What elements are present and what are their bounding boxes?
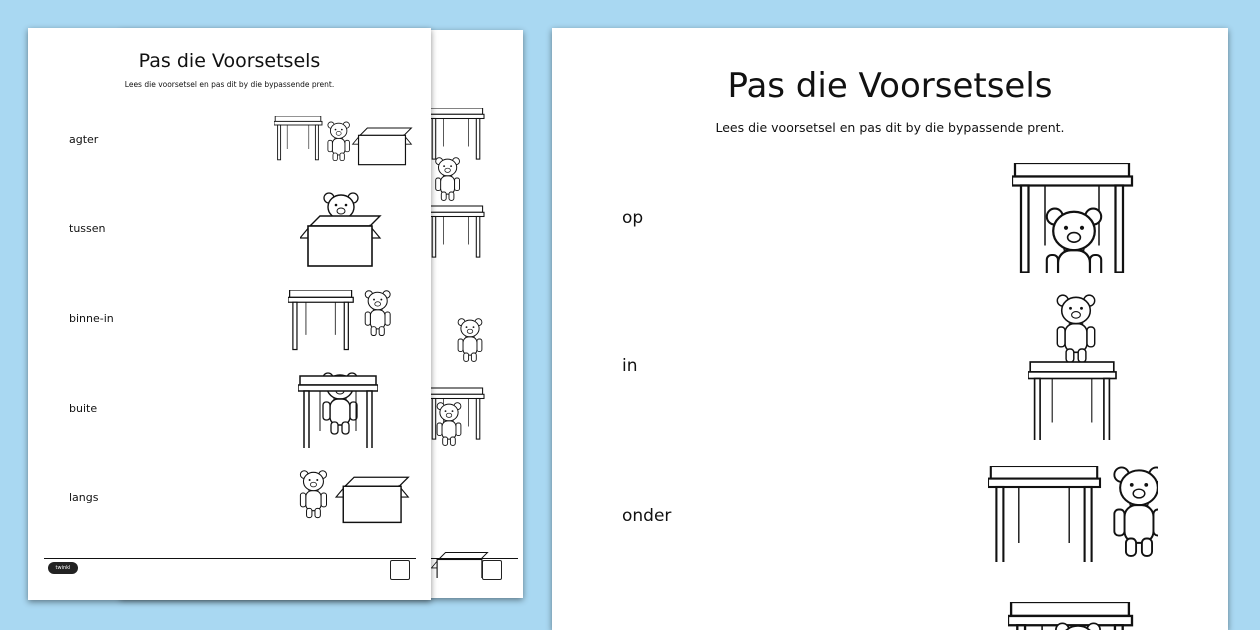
preposition-word: buite [69, 402, 98, 415]
footer-line [44, 558, 416, 559]
picture-agter [274, 116, 414, 168]
picture-in [1028, 294, 1120, 440]
picture-tussen [300, 192, 382, 268]
worksheet-instruction-large: Lees die voorsetsel en pas dit by die bypassende prent. [715, 120, 1065, 135]
worksheet-instruction: Lees die voorsetsel en pas dit by die bypassende prent. [124, 80, 335, 89]
twinkl-logo: twinkl [48, 562, 78, 574]
preposition-word: op [622, 208, 644, 228]
picture-buite [298, 370, 378, 448]
footer-line [430, 558, 518, 559]
preposition-word: agter [69, 133, 99, 146]
worksheet-title-large: Pas die Voorsetsels [727, 66, 1053, 106]
badge-icon [482, 560, 502, 580]
preposition-word: langs [69, 491, 99, 504]
picture-onder [988, 466, 1158, 562]
worksheet-back-pictures [428, 108, 518, 578]
picture-binne-in [288, 290, 394, 352]
worksheet-page-left [28, 28, 431, 600]
preposition-word: in [622, 356, 638, 376]
badge-icon [390, 560, 410, 580]
preposition-word: binne-in [69, 312, 114, 325]
preposition-word: tussen [69, 222, 106, 235]
picture-op [1012, 163, 1136, 273]
preposition-word: onder [622, 506, 672, 526]
picture-partial [1008, 602, 1138, 630]
worksheet-title: Pas die Voorsetsels [138, 50, 321, 72]
picture-langs [292, 470, 418, 526]
worksheet-page-right [552, 28, 1228, 630]
